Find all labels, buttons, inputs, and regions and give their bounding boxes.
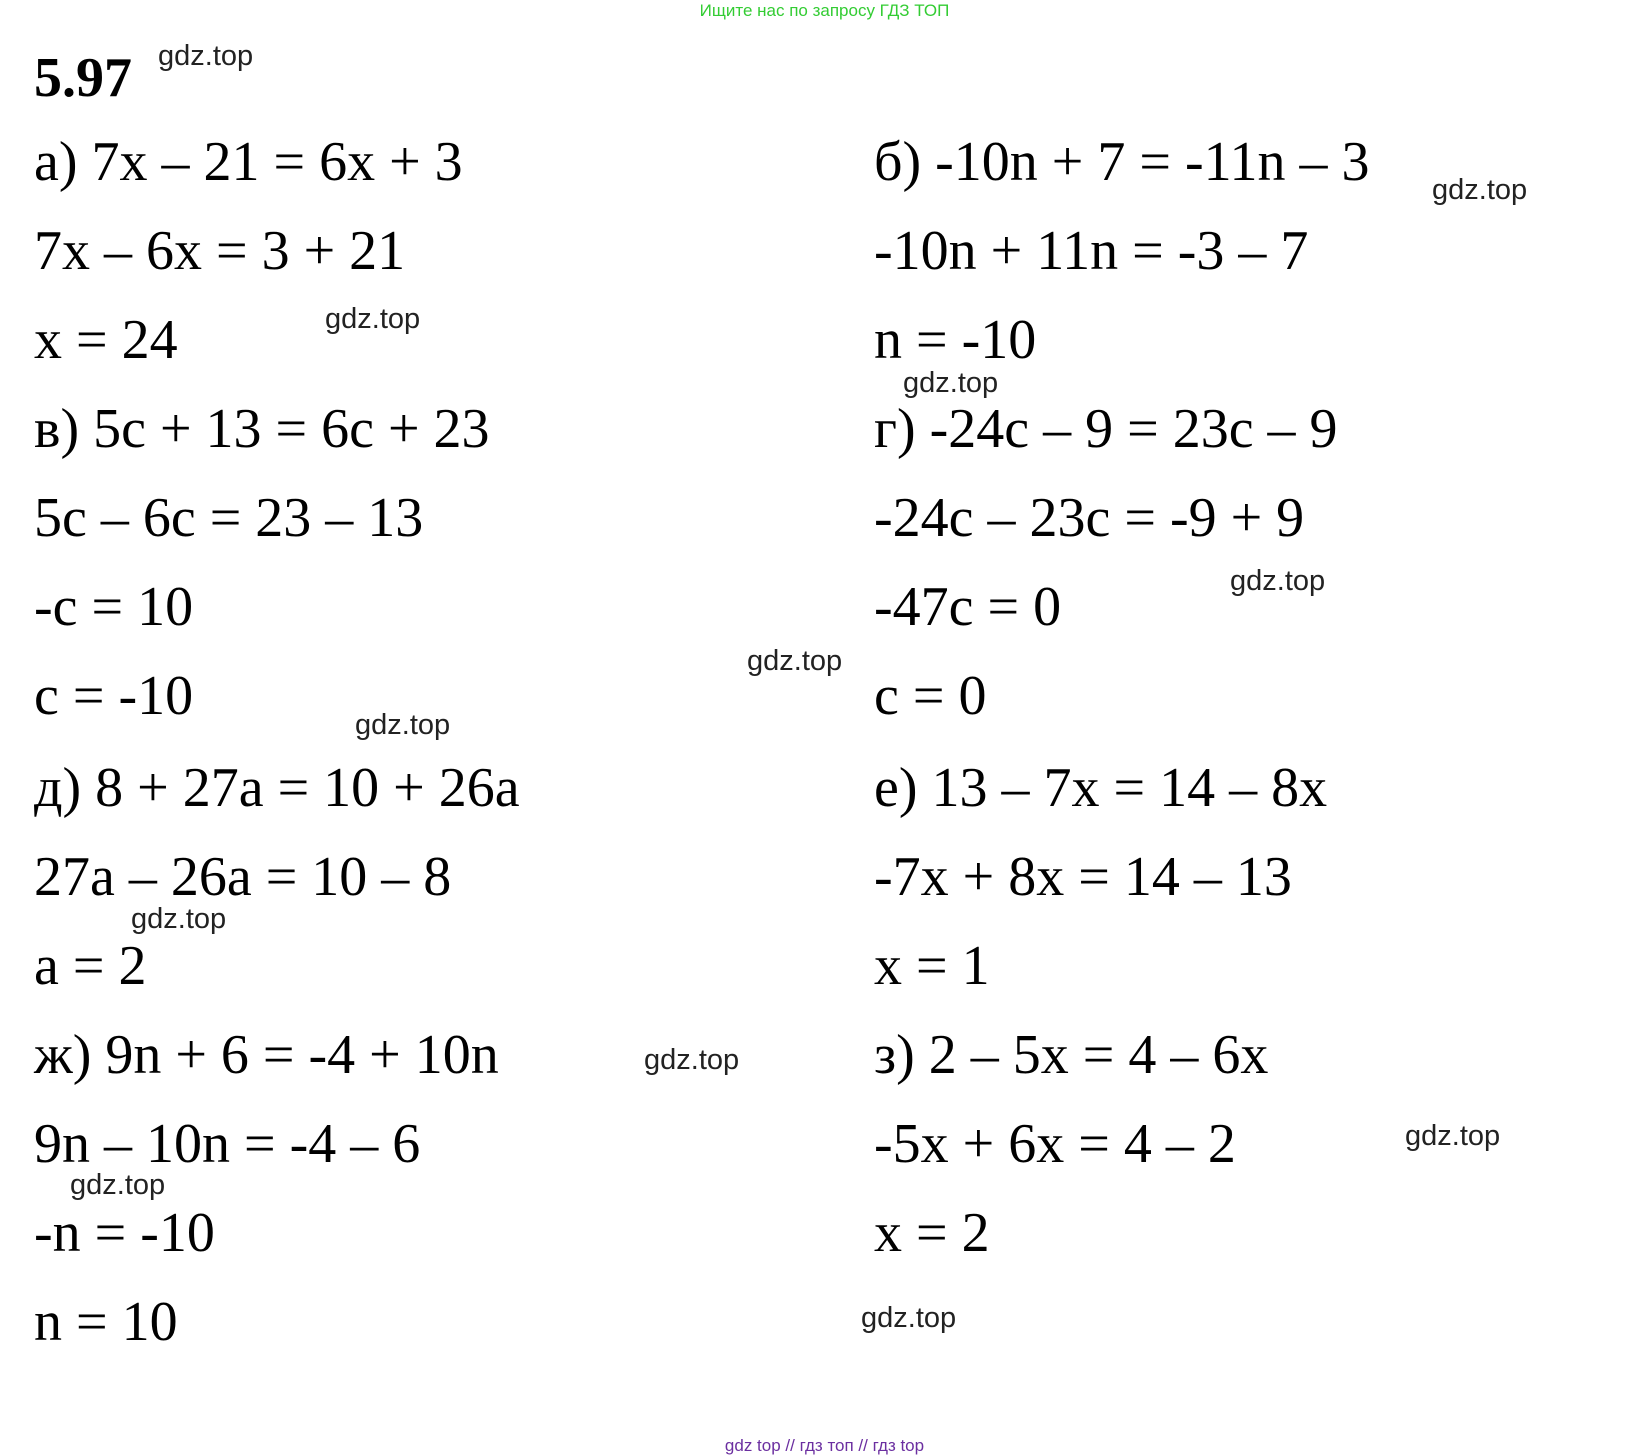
watermark: gdz.top xyxy=(131,903,227,935)
left-line-6: -c = 10 xyxy=(34,576,194,638)
left-line-7: c = -10 xyxy=(34,665,194,727)
right-line-8: е) 13 – 7x = 14 – 8x xyxy=(874,757,1328,819)
watermark: gdz.top xyxy=(644,1044,740,1076)
watermark: gdz.top xyxy=(325,303,421,335)
left-line-3: x = 24 xyxy=(34,309,178,371)
right-line-5: -24c – 23c = -9 + 9 xyxy=(874,487,1305,549)
right-line-1: б) -10n + 7 = -11n – 3 xyxy=(874,131,1370,193)
right-line-13: x = 2 xyxy=(874,1202,990,1264)
watermark: gdz.top xyxy=(747,645,843,677)
watermark: gdz.top xyxy=(355,709,451,741)
search-banner: Ищите нас по запросу ГДЗ ТОП xyxy=(699,1,950,20)
left-line-13: -n = -10 xyxy=(34,1202,215,1264)
left-line-10: a = 2 xyxy=(34,935,147,997)
right-line-12: -5x + 6x = 4 – 2 xyxy=(874,1113,1236,1175)
right-line-7: c = 0 xyxy=(874,665,987,727)
right-line-9: -7x + 8x = 14 – 13 xyxy=(874,846,1292,908)
left-line-9: 27a – 26a = 10 – 8 xyxy=(34,846,452,908)
left-line-12: 9n – 10n = -4 – 6 xyxy=(34,1113,421,1175)
watermark: gdz.top xyxy=(70,1169,166,1201)
left-line-1: а) 7x – 21 = 6x + 3 xyxy=(34,131,463,193)
left-line-14: n = 10 xyxy=(34,1291,178,1353)
watermark: gdz.top xyxy=(1230,565,1326,597)
right-line-6: -47c = 0 xyxy=(874,576,1062,638)
left-line-2: 7x – 6x = 3 + 21 xyxy=(34,220,406,282)
left-line-4: в) 5c + 13 = 6c + 23 xyxy=(34,398,490,460)
footer-watermark: gdz top // гдз топ // гдз top xyxy=(724,1436,925,1455)
problem-number: 5.97 xyxy=(34,47,132,109)
left-line-11: ж) 9n + 6 = -4 + 10n xyxy=(34,1024,499,1086)
watermark: gdz.top xyxy=(1432,174,1528,206)
right-line-2: -10n + 11n = -3 – 7 xyxy=(874,220,1309,282)
left-line-8: д) 8 + 27a = 10 + 26a xyxy=(34,757,520,819)
right-line-10: x = 1 xyxy=(874,935,990,997)
watermark: gdz.top xyxy=(903,367,999,399)
left-line-5: 5c – 6c = 23 – 13 xyxy=(34,487,424,549)
right-line-3: n = -10 xyxy=(874,309,1037,371)
watermark: gdz.top xyxy=(861,1302,957,1334)
right-line-4: г) -24c – 9 = 23c – 9 xyxy=(874,398,1338,460)
watermark: gdz.top xyxy=(158,40,254,72)
right-line-11: з) 2 – 5x = 4 – 6x xyxy=(874,1024,1269,1086)
watermark: gdz.top xyxy=(1405,1120,1501,1152)
